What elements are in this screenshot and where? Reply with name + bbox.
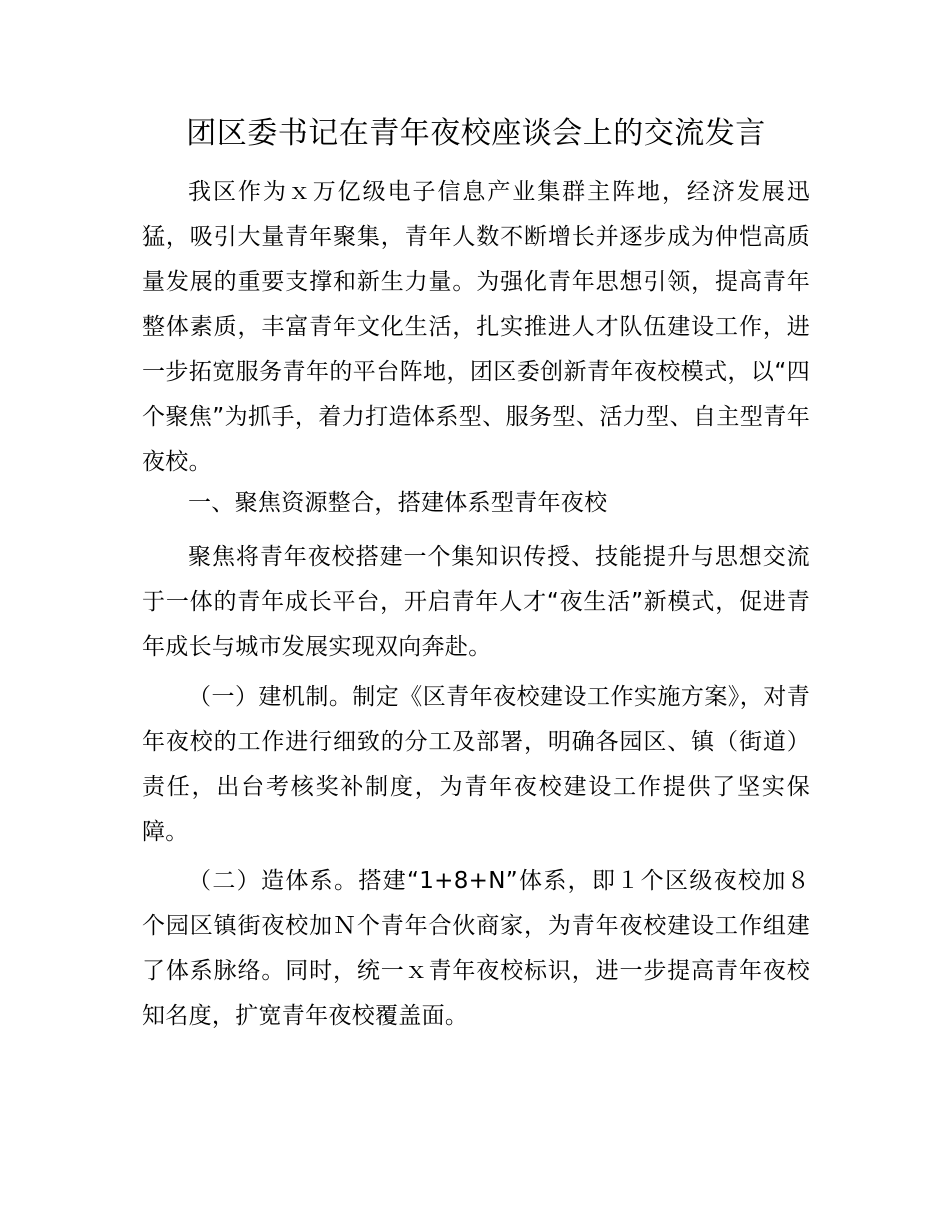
paragraph-build-mechanism: （一）建机制。制定《区青年夜校建设工作实施方案》，对青年夜校的工作进行细致的分工及部署，明确各园区、镇（街道）责任，出台考核奖补制度，为青年夜校建设工作提供了坚实保障。: [142, 684, 810, 845]
section-heading-1: 一、聚焦资源整合，搭建体系型青年夜校: [188, 490, 608, 516]
paragraph-build-system: （二）造体系。搭建“1+8+N”体系，即１个区级夜校加８个园区镇街夜校加Ｎ个青年合伙商家，为青年夜校建设工作组建了体系脉络。同时，统一ｘ青年夜校标识，进一步提高青年夜校知名度，扩宽青年夜校覆盖面。: [142, 868, 810, 1029]
document-title: 团区委书记在青年夜校座谈会上的交流发言: [186, 116, 766, 151]
paragraph-section-1-body: 聚焦将青年夜校搭建一个集知识传授、技能提升与思想交流于一体的青年成长平台，开启青年人才“夜生活”新模式，促进青年成长与城市发展实现双向奔赴。: [142, 544, 810, 660]
paragraph-intro: 我区作为ｘ万亿级电子信息产业集群主阵地，经济发展迅猛，吸引大量青年聚集，青年人数不断增长并逐步成为仲恺高质量发展的重要支撑和新生力量。为强化青年思想引领，提高青年整体素质，丰富青年文化生活，扎实推进人才队伍建设工作，进一步拓宽服务青年的平台阵地，团区委创新青年夜校模式，以“四个聚焦”为抓手，着力打造体系型、服务型、活力型、自主型青年夜校。: [142, 179, 810, 475]
